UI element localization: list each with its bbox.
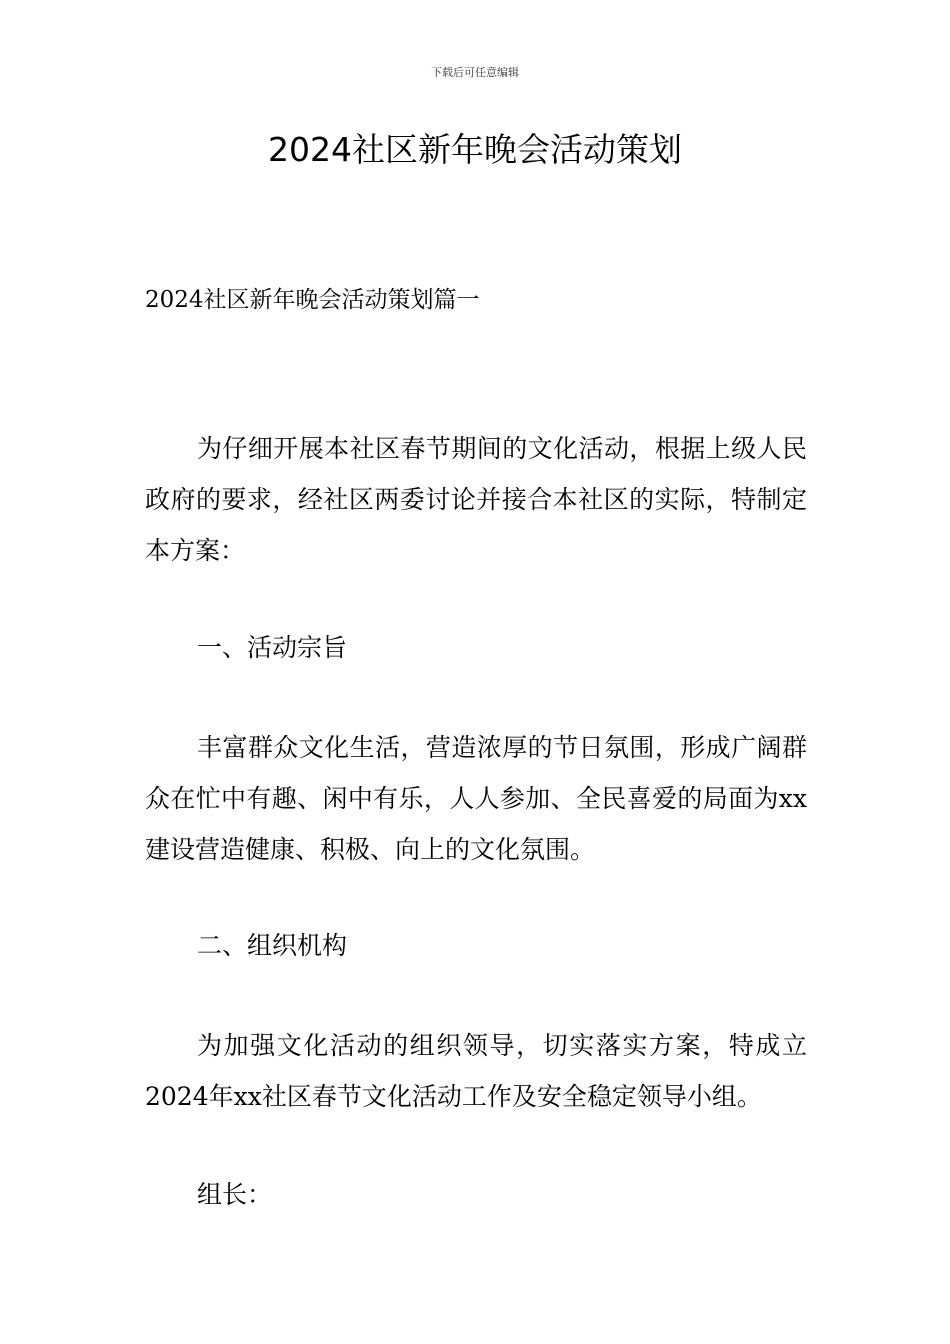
section-heading-organization: 二、组织机构 <box>197 931 348 960</box>
leader-label: 组长： <box>197 1180 273 1209</box>
document-title: 2024社区新年晚会活动策划 <box>268 130 682 169</box>
section-heading-purpose: 一、活动宗旨 <box>197 633 348 662</box>
section-body-organization: 为加强文化活动的组织领导，切实落实方案，特成立2024年xx社区春节文化活动工作及安全稳定领导小组。 <box>145 1031 807 1111</box>
section-body-purpose: 丰富群众文化生活，营造浓厚的节日氛围，形成广阔群众在忙中有趣、闲中有乐，人人参加、全民喜爱的局面为xx建设营造健康、积极、向上的文化氛围。 <box>145 733 807 864</box>
document-subtitle: 2024社区新年晚会活动策划篇一 <box>145 287 480 313</box>
header-note: 下载后可任意编辑 <box>431 66 519 79</box>
intro-paragraph: 为仔细开展本社区春节期间的文化活动，根据上级人民政府的要求，经社区两委讨论并接合本社区的实际，特制定本方案： <box>145 434 807 565</box>
